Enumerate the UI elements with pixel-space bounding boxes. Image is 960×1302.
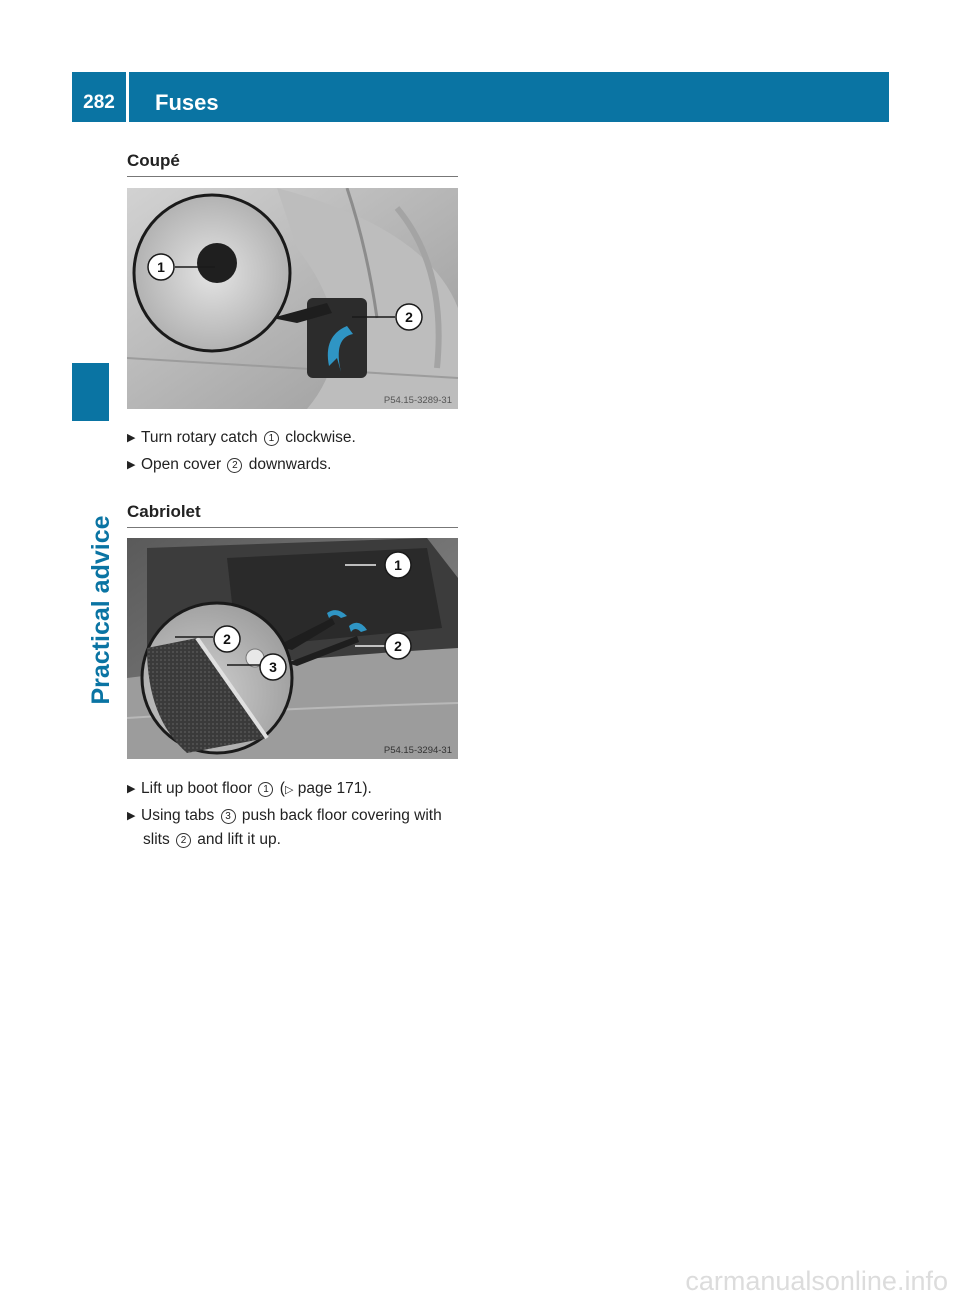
watermark: carmanualsonline.info	[685, 1266, 948, 1296]
step-text: and lift it up.	[193, 831, 281, 848]
ref-1: 1	[264, 431, 279, 446]
step-text: push back floor covering with	[237, 807, 442, 824]
step-text: Turn rotary catch	[141, 429, 262, 446]
step-text: Using tabs	[141, 807, 219, 824]
step-text: Open cover	[141, 456, 226, 473]
callout-2: 2	[223, 631, 231, 647]
step-text: clockwise.	[280, 429, 356, 446]
step-push-floor-covering	[127, 804, 462, 852]
step-text: (	[275, 780, 285, 797]
ref-2: 2	[176, 833, 191, 848]
step-text: Lift up boot floor	[141, 780, 257, 797]
step-text: slits	[143, 831, 174, 848]
callout-2: 2	[405, 309, 413, 325]
figure-coupe	[127, 188, 458, 409]
page-header	[72, 72, 889, 122]
callout-3: 3	[269, 659, 277, 675]
figure-code: P54.15-3294-31	[383, 745, 452, 756]
page-ref-link[interactable]: page 171).	[293, 780, 372, 797]
step-turn-rotary-catch	[127, 426, 462, 450]
header-divider	[126, 72, 129, 122]
callout-1: 1	[157, 259, 165, 275]
step-lift-boot-floor	[127, 777, 462, 802]
subheading-cabriolet: Cabriolet	[127, 502, 458, 528]
callout-2: 2	[394, 638, 402, 654]
side-chapter-label-text: Practical advice	[87, 515, 115, 705]
figure-cabriolet	[127, 538, 458, 759]
cabriolet-illustration	[127, 538, 458, 759]
step-arrow-icon: ▶	[127, 459, 136, 471]
step-arrow-icon: ▶	[127, 783, 136, 795]
figure-code: P54.15-3289-31	[383, 395, 452, 406]
callout-1: 1	[394, 557, 402, 573]
step-open-cover	[127, 453, 462, 477]
page-ref-icon: ▷	[284, 784, 294, 796]
side-tab-marker	[72, 363, 109, 421]
coupe-illustration	[127, 188, 458, 409]
step-text: downwards.	[244, 456, 332, 473]
step-arrow-icon: ▶	[127, 810, 136, 822]
ref-3: 3	[221, 809, 236, 824]
step-arrow-icon: ▶	[127, 432, 136, 444]
step-continuation	[127, 828, 462, 852]
subheading-coupe: Coupé	[127, 151, 458, 177]
section-title: Fuses	[155, 90, 219, 115]
page-number: 282	[83, 92, 115, 113]
ref-1: 1	[258, 782, 273, 797]
ref-2: 2	[227, 458, 242, 473]
